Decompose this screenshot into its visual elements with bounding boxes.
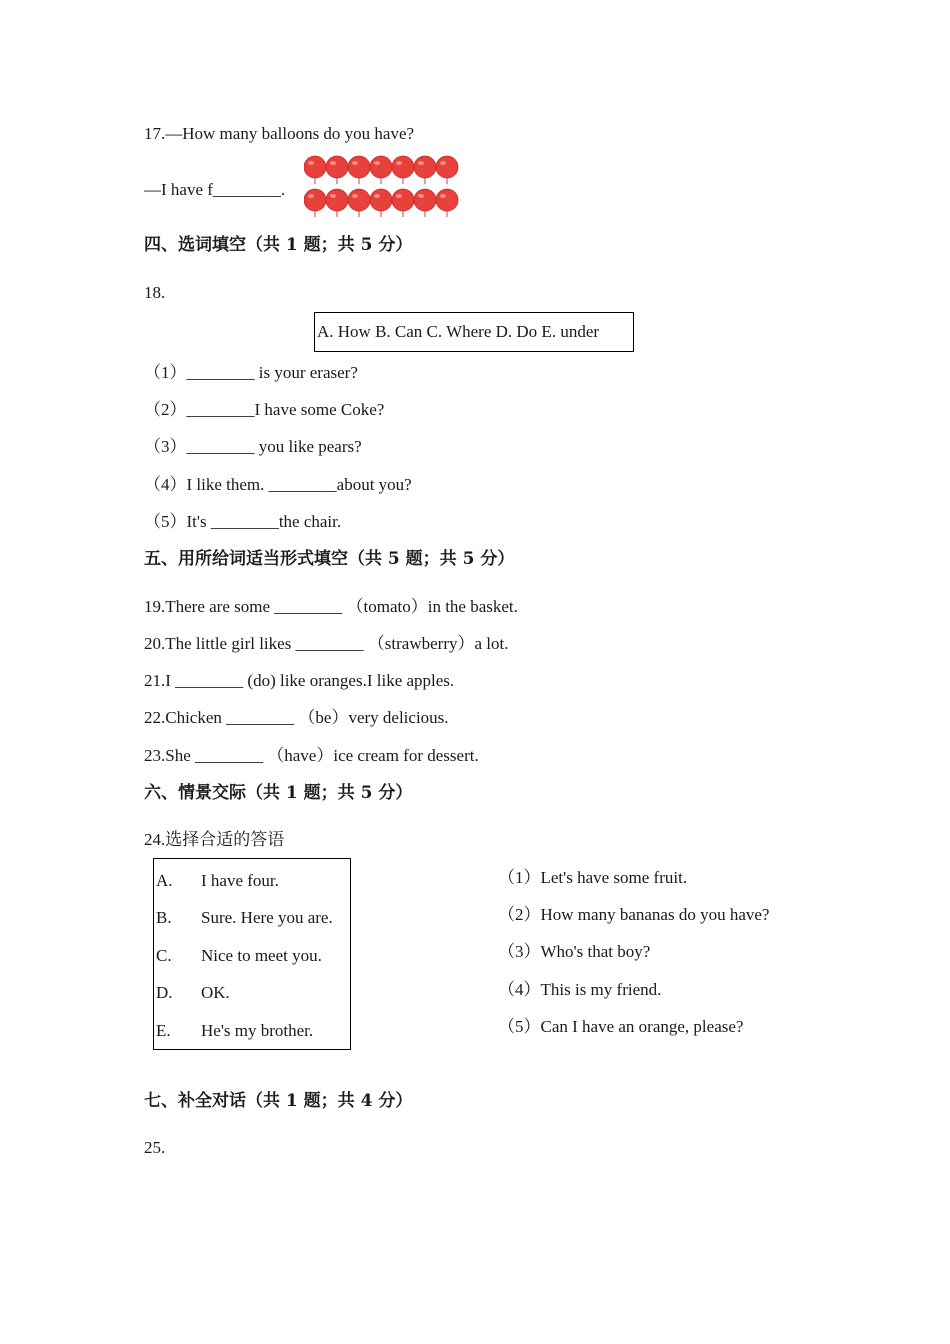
option-text: OK. [201, 983, 230, 1002]
section4-heading: 四、选词填空（共 1 题；共 5 分） [144, 235, 413, 255]
q18-item-5: （5）It's ________the chair. [144, 512, 342, 531]
balloon-icon [436, 156, 458, 184]
word-bank-box: A. How B. Can C. Where D. Do E. under [314, 312, 634, 352]
option-letter: D. [156, 983, 173, 1002]
q24-prompt: 24.选择合适的答语 [144, 830, 285, 849]
q24-question-3: （3）Who's that boy? [498, 942, 651, 961]
section5-heading: 五、用所给词适当形式填空（共 5 题；共 5 分） [144, 549, 515, 569]
q18-number: 18. [144, 283, 166, 302]
q24-question-4: （4）This is my friend. [498, 980, 662, 999]
balloon-icon [348, 156, 370, 184]
balloon-icon [326, 156, 348, 184]
balloon-icon [304, 156, 326, 184]
option-text: He's my brother. [201, 1021, 314, 1040]
q24-question-2: （2）How many bananas do you have? [498, 905, 770, 924]
balloons-image [304, 155, 464, 217]
balloon-icon [414, 156, 436, 184]
section7-heading: 七、补全对话（共 1 题；共 4 分） [144, 1091, 413, 1111]
q17-answer-blank[interactable]: ________ [212, 180, 281, 199]
option-letter: A. [156, 871, 173, 890]
q20: 20.The little girl likes ________ （strawberry）a lot. [144, 634, 509, 653]
q17-answer-prefix: —I have f [144, 180, 213, 199]
option-text: Sure. Here you are. [201, 908, 333, 927]
balloon-icon [436, 189, 458, 217]
q17-answer [144, 179, 285, 201]
option-text: I have four. [201, 871, 279, 890]
balloon-icon [414, 189, 436, 217]
option-text: Nice to meet you. [201, 946, 322, 965]
section6-heading: 六、情景交际（共 1 题；共 5 分） [144, 783, 413, 803]
q21: 21.I ________ (do) like oranges.I like apples. [144, 671, 455, 690]
option-letter: C. [156, 946, 172, 965]
balloon-icon [392, 189, 414, 217]
q17-question: 17.—How many balloons do you have? [144, 124, 415, 143]
q24-question-1: （1）Let's have some fruit. [498, 868, 688, 887]
balloon-icon [326, 189, 348, 217]
q23: 23.She ________ （have）ice cream for dessert. [144, 746, 479, 765]
q18-item-2: （2）________I have some Coke? [144, 400, 385, 419]
q18-item-4: （4）I like them. ________about you? [144, 475, 412, 494]
balloon-icon [370, 189, 392, 217]
balloon-icon [348, 189, 370, 217]
q22: 22.Chicken ________ （be）very delicious. [144, 708, 449, 727]
answer-options-box [153, 858, 351, 1050]
balloon-icon [370, 156, 392, 184]
q24-question-5: （5）Can I have an orange, please? [498, 1017, 744, 1036]
q18-item-3: （3）________ you like pears? [144, 437, 362, 456]
balloon-icon [304, 189, 326, 217]
q19: 19.There are some ________ （tomato）in the basket. [144, 597, 518, 616]
option-letter: E. [156, 1021, 171, 1040]
q17-answer-suffix: . [280, 180, 286, 199]
balloon-icon [392, 156, 414, 184]
option-letter: B. [156, 908, 172, 927]
q25-number: 25. [144, 1138, 166, 1157]
q18-item-1: （1）________ is your eraser? [144, 363, 358, 382]
